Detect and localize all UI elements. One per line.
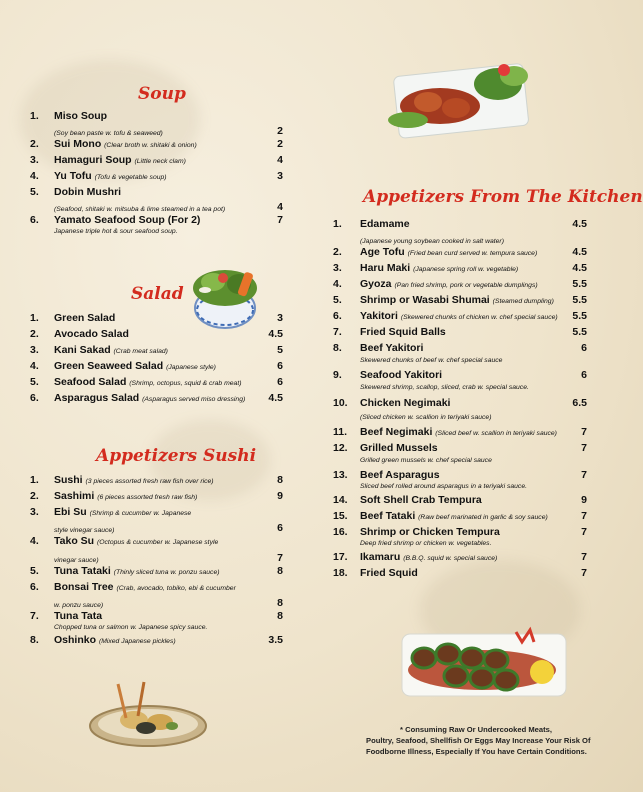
item-name: Green Seaweed Salad (Japanese style) (54, 360, 216, 372)
item-description: (Tofu & vegetable soup) (94, 174, 167, 181)
menu-item (30, 344, 285, 360)
kitchen-dish-photo (368, 50, 548, 142)
menu-item (333, 310, 591, 326)
food-safety-disclaimer (366, 724, 591, 757)
item-price: 9 (277, 490, 283, 502)
item-price: 7 (277, 552, 283, 564)
item-name: Beef Tataki (Raw beef marinated in garlic & soy sauce) (360, 510, 548, 522)
item-description: Grilled green mussels w. chef special sauce (360, 457, 492, 464)
item-name: Tuna Tataki (Thinly sliced tuna w. ponzu sauce) (54, 565, 220, 577)
beef-rolls-photo (396, 620, 572, 702)
item-name: Beef Negimaki (Sliced beef w. scallion in teriyaki sauce) (360, 426, 557, 438)
menu-item (30, 360, 285, 376)
item-name: Bonsai Tree (Crab, avocado, tobiko, ebi & cucumber (54, 581, 236, 593)
menu-item (333, 510, 591, 526)
item-number: 5. (30, 186, 39, 198)
item-description: (Japanese young soybean cooked in salt water) (360, 238, 504, 245)
item-description: (Steamed dumpling) (492, 298, 554, 305)
item-number: 3. (30, 154, 39, 166)
menu-item (333, 526, 591, 551)
item-number: 15. (333, 510, 348, 522)
item-number: 4. (30, 535, 39, 547)
item-name: Hamaguri Soup (Little neck clam) (54, 154, 186, 166)
item-name: Gyoza (Pan fried shrimp, pork or vegetable dumplings) (360, 278, 538, 290)
item-number: 7. (333, 326, 342, 338)
item-price: 4.5 (572, 262, 587, 274)
menu-item (30, 474, 285, 490)
item-price: 3 (277, 312, 283, 324)
item-name: Haru Maki (Japanese spring roll w. vegetable) (360, 262, 519, 274)
item-price: 7 (581, 442, 587, 454)
item-number: 11. (333, 426, 348, 438)
item-number: 4. (333, 278, 342, 290)
menu-item (333, 294, 591, 310)
item-description: (Sliced chicken w. scallion in teriyaki sauce) (360, 414, 492, 421)
item-price: 4 (277, 201, 283, 213)
item-name: Asparagus Salad (Asparagus served miso dressing) (54, 392, 246, 404)
menu-item (333, 551, 591, 567)
item-description: (Crab meat salad) (113, 348, 168, 355)
item-name: Oshinko (Mixed Japanese pickles) (54, 634, 176, 646)
item-number: 6. (30, 214, 39, 226)
menu-item (30, 490, 285, 506)
salad-title: Salad (131, 284, 184, 304)
item-number: 2. (30, 490, 39, 502)
item-number: 4. (30, 170, 39, 182)
item-number: 17. (333, 551, 348, 563)
menu-item (333, 442, 591, 469)
item-description: (Fried bean curd served w. tempura sauce) (407, 250, 538, 257)
item-description: (B.B.Q. squid w. special sauce) (403, 555, 498, 562)
menu-item (30, 186, 285, 214)
item-name: Yu Tofu (Tofu & vegetable soup) (54, 170, 167, 182)
item-number: 5. (30, 565, 39, 577)
menu-item (333, 469, 591, 494)
item-price: 7 (581, 469, 587, 481)
menu-item (333, 326, 591, 342)
item-number: 1. (30, 110, 39, 122)
item-price: 5.5 (572, 326, 587, 338)
item-number: 1. (30, 474, 39, 486)
item-number: 8. (30, 634, 39, 646)
menu-item (30, 376, 285, 392)
item-description: vinegar sauce) (54, 557, 99, 564)
menu-item (30, 170, 285, 186)
kitchen-menu (333, 218, 591, 583)
menu-item (333, 246, 591, 262)
menu-item (30, 565, 285, 581)
item-name: Chicken Negimaki (360, 397, 451, 409)
item-price: 6 (581, 342, 587, 354)
item-name: Fried Squid Balls (360, 326, 446, 338)
menu-item (30, 634, 285, 650)
item-number: 1. (30, 312, 39, 324)
item-name: Beef Yakitori (360, 342, 424, 354)
item-description: Deep fried shrimp or chicken w. vegetables. (360, 540, 492, 547)
item-description: (Little neck clam) (134, 158, 186, 165)
item-description: (Seafood, shitaki w. mitsuba & lime steamed in a tea pot) (54, 206, 226, 213)
item-price: 7 (581, 567, 587, 579)
item-description: (6 pieces assorted fresh raw fish) (97, 494, 198, 501)
item-price: 6 (277, 376, 283, 388)
menu-item (333, 262, 591, 278)
item-price: 4 (277, 154, 283, 166)
item-description: (Octopus & cucumber w. Japanese style (96, 539, 219, 546)
item-price: 7 (581, 551, 587, 563)
soup-title: Soup (138, 84, 186, 104)
disclaimer-line: * Consuming Raw Or Undercooked Meats, (400, 725, 552, 734)
item-name: Beef Asparagus (360, 469, 440, 481)
item-number: 3. (333, 262, 342, 274)
menu-item (333, 397, 591, 426)
item-number: 18. (333, 567, 348, 579)
item-number: 5. (30, 376, 39, 388)
item-price: 7 (581, 426, 587, 438)
menu-item (30, 581, 285, 610)
item-description: (Pan fried shrimp, pork or vegetable dumplings) (394, 282, 538, 289)
item-price: 9 (581, 494, 587, 506)
item-name: Seafood Yakitori (360, 369, 443, 381)
menu-item (30, 214, 285, 238)
item-description: Chopped tuna or salmon w. Japanese spicy sauce. (54, 624, 208, 631)
item-number: 2. (30, 328, 39, 340)
item-number: 13. (333, 469, 348, 481)
item-description: (3 pieces assorted fresh raw fish over rice) (85, 478, 214, 485)
item-name: Dobin Mushri (54, 186, 122, 198)
item-description: (Soy bean paste w. tofu & seaweed) (54, 130, 163, 137)
item-description: (Shrimp & cucumber w. Japanese (89, 510, 192, 517)
item-price: 6 (277, 360, 283, 372)
item-name: Soft Shell Crab Tempura (360, 494, 482, 506)
item-price: 4.5 (572, 218, 587, 230)
item-price: 4.5 (268, 328, 283, 340)
item-name: Sushi (3 pieces assorted fresh raw fish over rice) (54, 474, 214, 486)
menu-item (30, 328, 285, 344)
item-number: 14. (333, 494, 348, 506)
disclaimer-line: Poultry, Seafood, Shellfish Or Eggs May Increase Your Risk Of (366, 736, 591, 745)
item-price: 8 (277, 565, 283, 577)
item-price: 8 (277, 474, 283, 486)
item-description: (Asparagus served miso dressing) (142, 396, 246, 403)
item-description: Japanese triple hot & sour seafood soup. (54, 228, 178, 235)
item-name: Ikamaru (B.B.Q. squid w. special sauce) (360, 551, 498, 563)
menu-item (30, 535, 285, 565)
item-name: Yakitori (Skewered chunks of chicken w. chef special sauce) (360, 310, 558, 322)
item-price: 5.5 (572, 278, 587, 290)
item-name: Ebi Su (Shrimp & cucumber w. Japanese (54, 506, 192, 518)
item-description: Sliced beef rolled around asparagus in a teriyaki sauce. (360, 483, 528, 490)
item-number: 4. (30, 360, 39, 372)
item-price: 2 (277, 125, 283, 137)
item-number: 16. (333, 526, 348, 538)
item-price: 4.5 (572, 246, 587, 258)
item-description: (Raw beef marinated in garlic & soy sauce) (418, 514, 548, 521)
menu-item (30, 610, 285, 634)
menu-item (333, 426, 591, 442)
menu-item (30, 154, 285, 170)
item-description: (Crab, avocado, tobiko, ebi & cucumber (116, 585, 236, 592)
sushi-menu (30, 474, 285, 650)
disclaimer-line: Foodborne Illness, Especially If You have Certain Conditions. (366, 747, 587, 756)
item-description: Skewered shrimp, scallop, sliced, crab w. special sauce. (360, 384, 529, 391)
item-name: Shrimp or Wasabi Shumai (Steamed dumpling) (360, 294, 554, 306)
item-number: 2. (333, 246, 342, 258)
item-description: (Thinly sliced tuna w. ponzu sauce) (113, 569, 220, 576)
menu-item (30, 506, 285, 535)
item-name: Age Tofu (Fried bean curd served w. tempura sauce) (360, 246, 538, 258)
item-description: (Sliced beef w. scallion in teriyaki sauce) (435, 430, 557, 437)
item-description: (Japanese style) (166, 364, 216, 371)
menu-item (333, 278, 591, 294)
item-name: Seafood Salad (Shrimp, octopus, squid & crab meat) (54, 376, 242, 388)
item-description: (Shrimp, octopus, squid & crab meat) (129, 380, 242, 387)
kitchen-title: Appetizers From The Kitchen (363, 187, 643, 207)
item-name: Yamato Seafood Soup (For 2) (54, 214, 201, 226)
menu-item (333, 567, 591, 583)
item-number: 10. (333, 397, 348, 409)
item-number: 9. (333, 369, 342, 381)
item-price: 6 (277, 522, 283, 534)
item-price: 7 (581, 510, 587, 522)
item-price: 3 (277, 170, 283, 182)
item-price: 8 (277, 597, 283, 609)
item-name: Shrimp or Chicken Tempura (360, 526, 500, 538)
item-price: 7 (581, 526, 587, 538)
tempura-photo (86, 678, 210, 750)
item-price: 2 (277, 138, 283, 150)
menu-item (333, 218, 591, 246)
item-name: Tako Su (Octopus & cucumber w. Japanese style (54, 535, 219, 547)
item-price: 7 (277, 214, 283, 226)
item-price: 6 (581, 369, 587, 381)
item-description: Skewered chunks of beef w. chef special sauce (360, 357, 503, 364)
item-price: 3.5 (268, 634, 283, 646)
item-name: Sashimi (6 pieces assorted fresh raw fish) (54, 490, 198, 502)
salad-menu (30, 312, 285, 408)
item-name: Miso Soup (54, 110, 108, 122)
menu-item (333, 342, 591, 369)
item-price: 5 (277, 344, 283, 356)
soup-menu (30, 110, 285, 238)
menu-item (30, 392, 285, 408)
item-description: (Japanese spring roll w. vegetable) (413, 266, 519, 273)
item-name: Sui Mono (Clear broth w. shitaki & onion) (54, 138, 197, 150)
menu-item (30, 110, 285, 138)
item-price: 6.5 (572, 397, 587, 409)
item-description: style vinegar sauce) (54, 527, 115, 534)
item-description: (Skewered chunks of chicken w. chef special sauce) (400, 314, 558, 321)
item-name: Edamame (360, 218, 410, 230)
item-name: Grilled Mussels (360, 442, 438, 454)
item-description: (Mixed Japanese pickles) (98, 638, 176, 645)
item-name: Kani Sakad (Crab meat salad) (54, 344, 168, 356)
menu-item (333, 369, 591, 397)
item-number: 8. (333, 342, 342, 354)
menu-item (30, 312, 285, 328)
item-price: 5.5 (572, 310, 587, 322)
item-number: 7. (30, 610, 39, 622)
item-number: 12. (333, 442, 348, 454)
item-name: Green Salad (54, 312, 116, 324)
sushi-title: Appetizers Sushi (96, 446, 257, 466)
item-description: (Clear broth w. shitaki & onion) (104, 142, 197, 149)
item-number: 5. (333, 294, 342, 306)
item-description: w. ponzu sauce) (54, 602, 104, 609)
item-number: 3. (30, 344, 39, 356)
item-number: 1. (333, 218, 342, 230)
menu-item (333, 494, 591, 510)
item-name: Avocado Salad (54, 328, 129, 340)
item-number: 6. (333, 310, 342, 322)
item-price: 5.5 (572, 294, 587, 306)
item-number: 6. (30, 581, 39, 593)
item-price: 8 (277, 610, 283, 622)
item-name: Tuna Tata (54, 610, 103, 622)
item-price: 4.5 (268, 392, 283, 404)
item-number: 3. (30, 506, 39, 518)
item-name: Fried Squid (360, 567, 418, 579)
item-number: 2. (30, 138, 39, 150)
menu-item (30, 138, 285, 154)
item-number: 6. (30, 392, 39, 404)
